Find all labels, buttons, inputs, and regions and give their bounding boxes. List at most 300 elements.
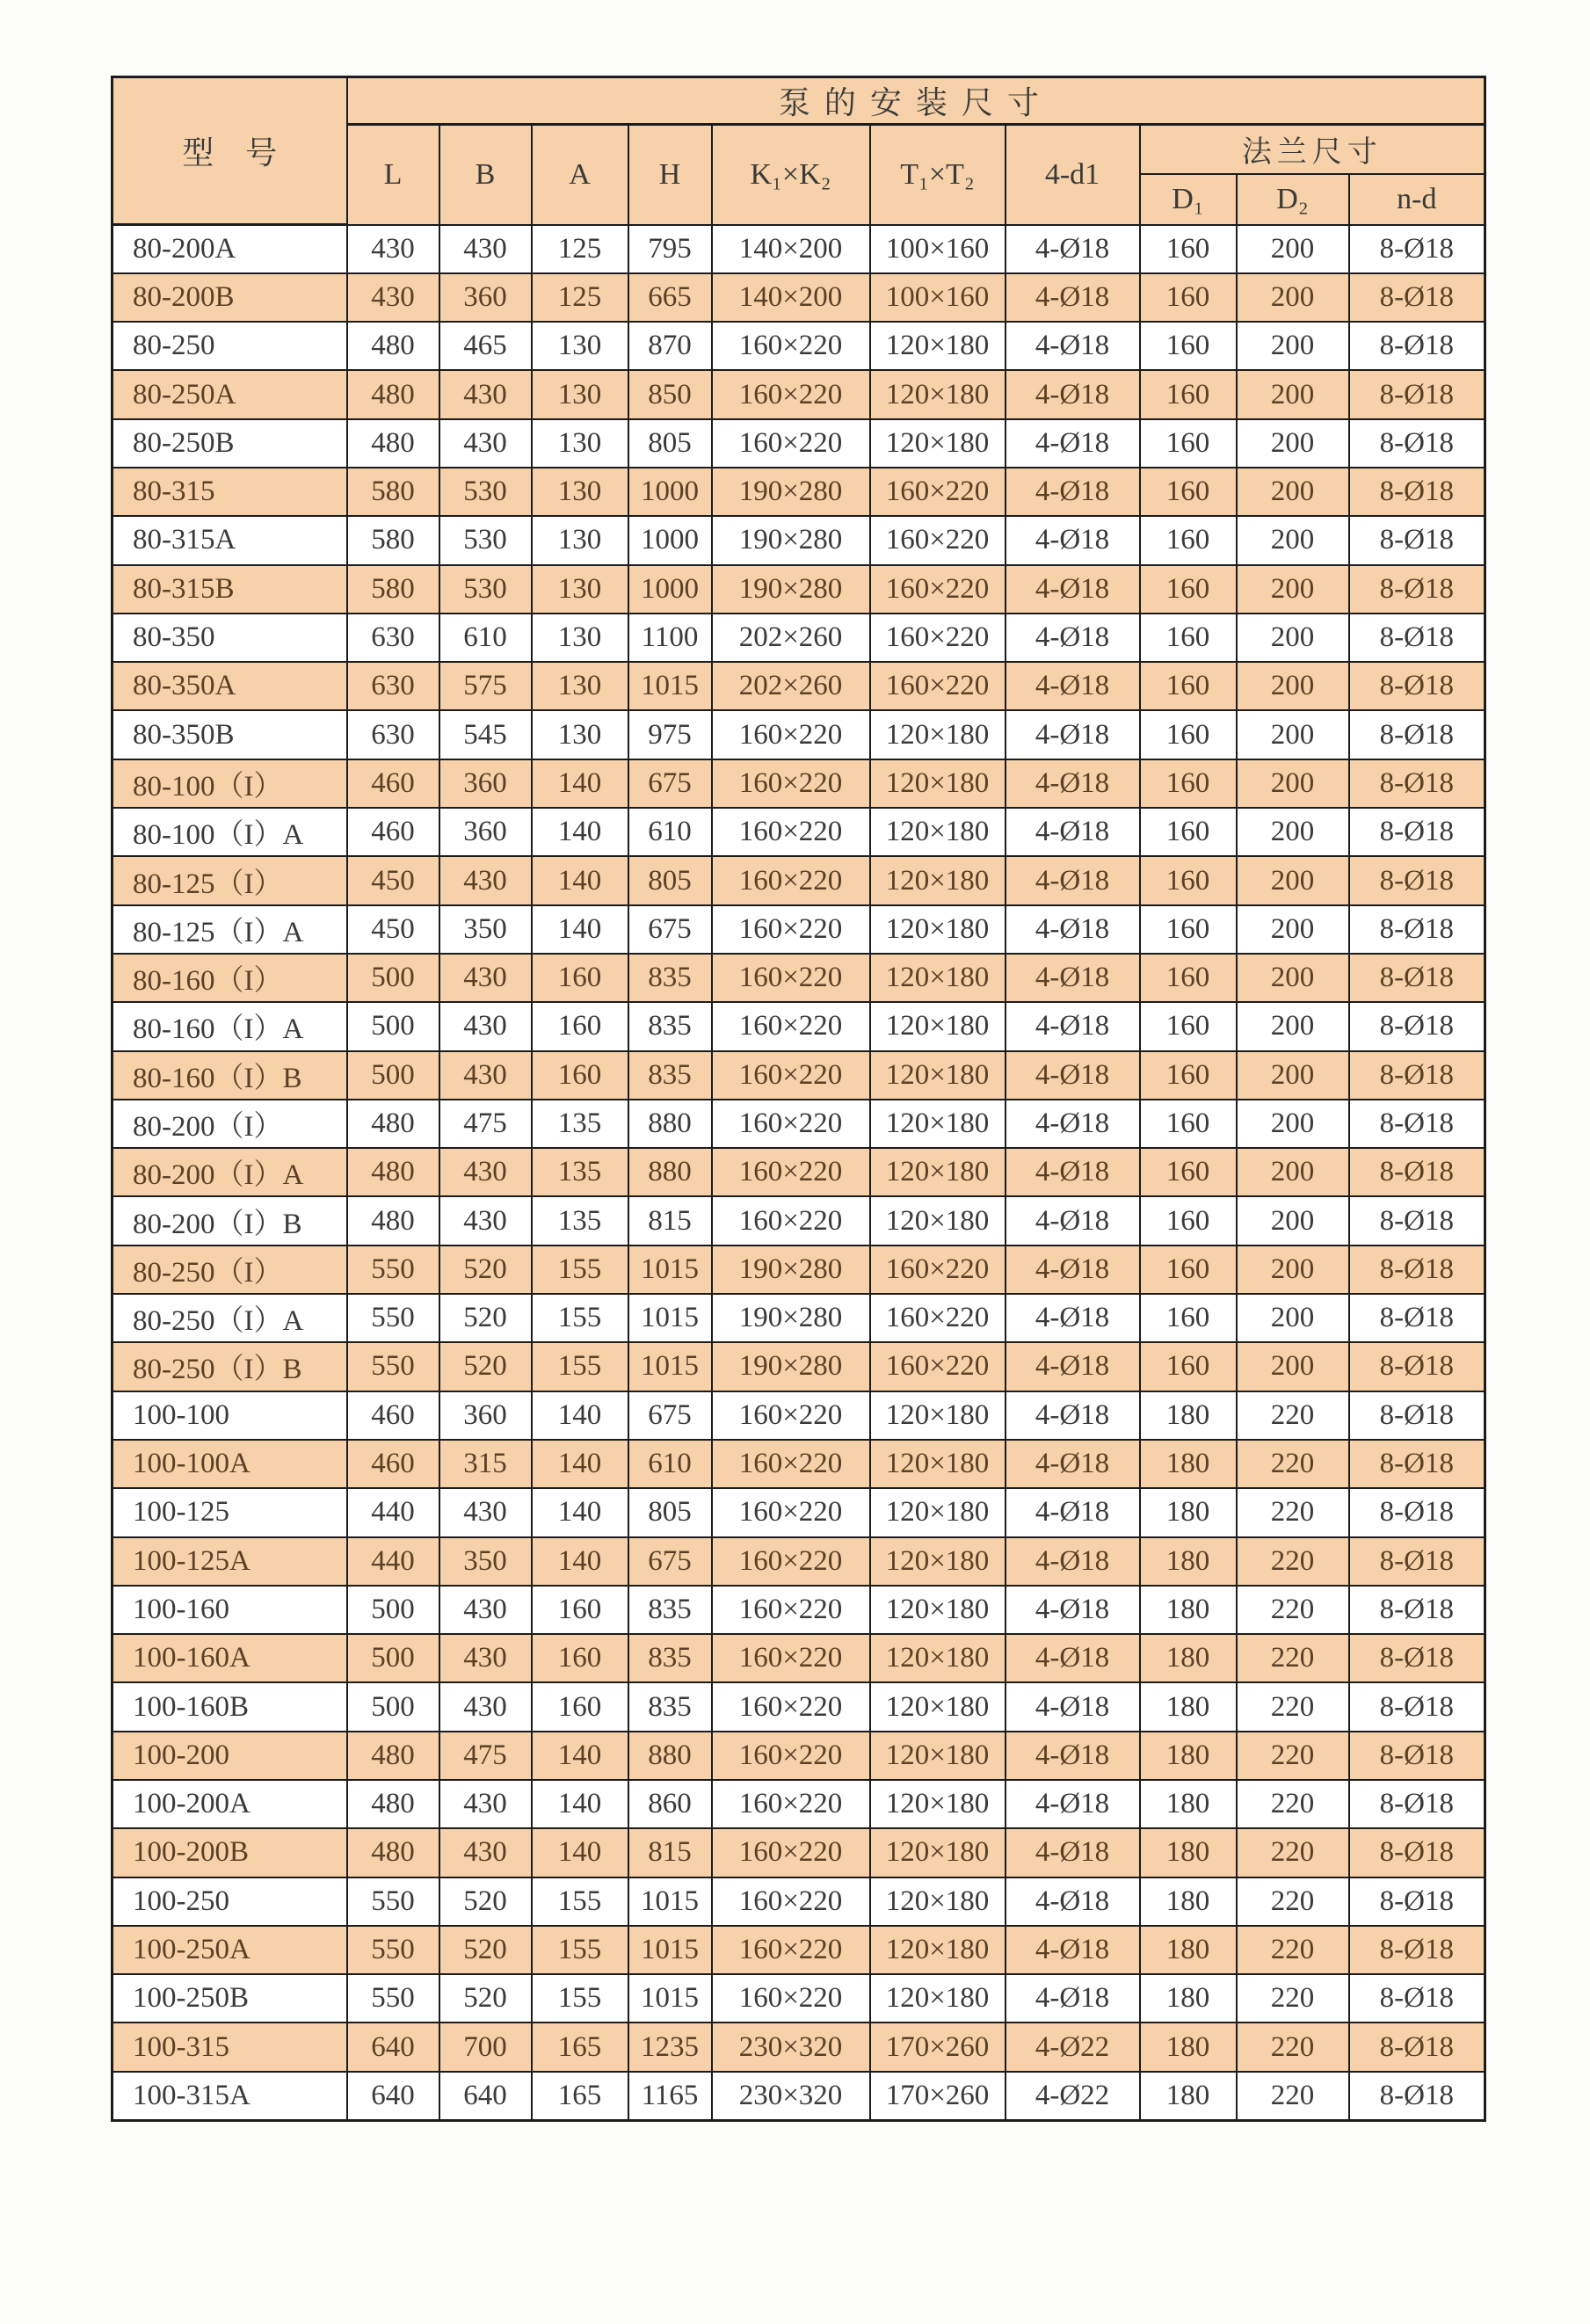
cell-D2: 220 xyxy=(1237,1586,1349,1634)
column-header-K1K2: K₁×K₂ xyxy=(712,125,870,225)
cell-nd: 8-Ø18 xyxy=(1349,808,1485,856)
table-row xyxy=(113,322,1485,370)
cell-L: 430 xyxy=(347,225,439,273)
table-row xyxy=(113,1196,1485,1245)
cell-H: 1100 xyxy=(628,614,712,662)
cell-K1K2: 160×220 xyxy=(712,954,870,1002)
cell-4d1: 4-Ø18 xyxy=(1006,419,1140,468)
cell-A: 140 xyxy=(532,1440,628,1488)
cell-H: 835 xyxy=(628,1002,712,1050)
cell-D2: 220 xyxy=(1237,1828,1349,1877)
cell-A: 140 xyxy=(532,856,628,904)
cell-model: 100-200 xyxy=(113,1732,347,1780)
cell-model: 100-100 xyxy=(113,1391,347,1440)
cell-D2: 220 xyxy=(1237,1926,1349,1974)
cell-nd: 8-Ø18 xyxy=(1349,1002,1485,1050)
cell-A: 155 xyxy=(532,1246,628,1294)
cell-L: 480 xyxy=(347,1100,439,1148)
cell-4d1: 4-Ø18 xyxy=(1006,1732,1140,1780)
cell-D2: 200 xyxy=(1237,1051,1349,1100)
cell-H: 1015 xyxy=(628,1877,712,1926)
table-row xyxy=(113,1488,1485,1536)
cell-nd: 8-Ø18 xyxy=(1349,856,1485,904)
cell-H: 610 xyxy=(628,808,712,856)
column-header-D2: D₂ xyxy=(1237,174,1349,225)
cell-K1K2: 190×280 xyxy=(712,516,870,564)
cell-4d1: 4-Ø18 xyxy=(1006,1440,1140,1488)
cell-B: 520 xyxy=(439,1342,532,1391)
cell-D1: 180 xyxy=(1140,2023,1237,2071)
cell-B: 315 xyxy=(439,1440,532,1488)
column-header-4d1: 4-d1 xyxy=(1006,125,1140,225)
cell-T1T2: 170×260 xyxy=(870,2072,1006,2120)
cell-L: 480 xyxy=(347,370,439,418)
cell-A: 135 xyxy=(532,1100,628,1148)
cell-K1K2: 190×280 xyxy=(712,468,870,516)
cell-T1T2: 160×220 xyxy=(870,614,1006,662)
cell-T1T2: 120×180 xyxy=(870,1634,1006,1682)
cell-T1T2: 120×180 xyxy=(870,954,1006,1002)
cell-K1K2: 160×220 xyxy=(712,1780,870,1828)
cell-4d1: 4-Ø18 xyxy=(1006,1488,1140,1536)
cell-K1K2: 202×260 xyxy=(712,614,870,662)
cell-H: 1000 xyxy=(628,516,712,564)
cell-L: 460 xyxy=(347,808,439,856)
cell-H: 835 xyxy=(628,1634,712,1682)
cell-D2: 220 xyxy=(1237,1682,1349,1731)
cell-L: 500 xyxy=(347,1682,439,1731)
cell-D1: 160 xyxy=(1140,614,1237,662)
cell-A: 140 xyxy=(532,759,628,808)
cell-A: 165 xyxy=(532,2072,628,2120)
cell-nd: 8-Ø18 xyxy=(1349,1586,1485,1634)
cell-nd: 8-Ø18 xyxy=(1349,905,1485,954)
cell-H: 805 xyxy=(628,856,712,904)
cell-D2: 220 xyxy=(1237,1780,1349,1828)
cell-B: 430 xyxy=(439,1002,532,1050)
cell-B: 430 xyxy=(439,1780,532,1828)
table-row xyxy=(113,2023,1485,2071)
cell-4d1: 4-Ø18 xyxy=(1006,225,1140,273)
cell-4d1: 4-Ø18 xyxy=(1006,1586,1140,1634)
cell-4d1: 4-Ø18 xyxy=(1006,1100,1140,1148)
cell-nd: 8-Ø18 xyxy=(1349,370,1485,418)
cell-nd: 8-Ø18 xyxy=(1349,1732,1485,1780)
cell-model: 80-160（I）B xyxy=(113,1051,347,1100)
table-row xyxy=(113,759,1485,808)
cell-T1T2: 120×180 xyxy=(870,419,1006,468)
cell-K1K2: 160×220 xyxy=(712,856,870,904)
cell-4d1: 4-Ø18 xyxy=(1006,1926,1140,1974)
cell-A: 155 xyxy=(532,1294,628,1342)
cell-K1K2: 230×320 xyxy=(712,2023,870,2071)
cell-A: 165 xyxy=(532,2023,628,2071)
cell-D1: 160 xyxy=(1140,1342,1237,1391)
cell-K1K2: 160×220 xyxy=(712,1974,870,2023)
cell-B: 520 xyxy=(439,1926,532,1974)
cell-B: 430 xyxy=(439,1051,532,1100)
cell-B: 610 xyxy=(439,614,532,662)
cell-K1K2: 140×200 xyxy=(712,273,870,322)
cell-H: 815 xyxy=(628,1196,712,1245)
cell-K1K2: 160×220 xyxy=(712,1051,870,1100)
cell-model: 100-250B xyxy=(113,1974,347,2023)
cell-B: 465 xyxy=(439,322,532,370)
cell-nd: 8-Ø18 xyxy=(1349,710,1485,759)
cell-D2: 200 xyxy=(1237,662,1349,710)
cell-B: 520 xyxy=(439,1877,532,1926)
cell-D1: 160 xyxy=(1140,710,1237,759)
cell-4d1: 4-Ø18 xyxy=(1006,468,1140,516)
cell-D2: 200 xyxy=(1237,1100,1349,1148)
cell-nd: 8-Ø18 xyxy=(1349,1196,1485,1245)
cell-H: 835 xyxy=(628,1586,712,1634)
cell-nd: 8-Ø18 xyxy=(1349,2023,1485,2071)
cell-D2: 200 xyxy=(1237,1246,1349,1294)
cell-nd: 8-Ø18 xyxy=(1349,2072,1485,2120)
cell-nd: 8-Ø18 xyxy=(1349,1051,1485,1100)
cell-L: 640 xyxy=(347,2072,439,2120)
cell-L: 640 xyxy=(347,2023,439,2071)
cell-nd: 8-Ø18 xyxy=(1349,419,1485,468)
cell-D1: 180 xyxy=(1140,1586,1237,1634)
cell-K1K2: 160×220 xyxy=(712,322,870,370)
cell-D2: 220 xyxy=(1237,1488,1349,1536)
cell-D1: 160 xyxy=(1140,954,1237,1002)
cell-D1: 160 xyxy=(1140,1100,1237,1148)
cell-A: 130 xyxy=(532,614,628,662)
cell-D1: 160 xyxy=(1140,759,1237,808)
cell-model: 100-160A xyxy=(113,1634,347,1682)
cell-L: 480 xyxy=(347,1196,439,1245)
cell-K1K2: 160×220 xyxy=(712,759,870,808)
cell-K1K2: 230×320 xyxy=(712,2072,870,2120)
cell-D2: 200 xyxy=(1237,856,1349,904)
cell-K1K2: 160×220 xyxy=(712,1732,870,1780)
table-row xyxy=(113,1246,1485,1294)
cell-4d1: 4-Ø18 xyxy=(1006,1391,1140,1440)
cell-K1K2: 160×220 xyxy=(712,1586,870,1634)
cell-model: 100-315 xyxy=(113,2023,347,2071)
cell-T1T2: 120×180 xyxy=(870,1148,1006,1196)
cell-D1: 160 xyxy=(1140,856,1237,904)
cell-model: 80-200（I）B xyxy=(113,1196,347,1245)
cell-K1K2: 190×280 xyxy=(712,1246,870,1294)
cell-B: 520 xyxy=(439,1974,532,2023)
cell-H: 880 xyxy=(628,1732,712,1780)
cell-4d1: 4-Ø18 xyxy=(1006,1780,1140,1828)
cell-L: 580 xyxy=(347,468,439,516)
cell-nd: 8-Ø18 xyxy=(1349,1488,1485,1536)
cell-K1K2: 160×220 xyxy=(712,1100,870,1148)
cell-D2: 220 xyxy=(1237,2023,1349,2071)
cell-T1T2: 120×180 xyxy=(870,1196,1006,1245)
cell-L: 500 xyxy=(347,1002,439,1050)
cell-L: 480 xyxy=(347,1732,439,1780)
cell-4d1: 4-Ø18 xyxy=(1006,1148,1140,1196)
cell-H: 1165 xyxy=(628,2072,712,2120)
cell-K1K2: 160×220 xyxy=(712,1440,870,1488)
cell-4d1: 4-Ø18 xyxy=(1006,1537,1140,1586)
cell-4d1: 4-Ø22 xyxy=(1006,2072,1140,2120)
cell-K1K2: 190×280 xyxy=(712,565,870,614)
cell-B: 360 xyxy=(439,273,532,322)
cell-L: 480 xyxy=(347,419,439,468)
cell-B: 430 xyxy=(439,1634,532,1682)
cell-model: 100-125A xyxy=(113,1537,347,1586)
cell-H: 675 xyxy=(628,759,712,808)
cell-4d1: 4-Ø22 xyxy=(1006,2023,1140,2071)
cell-model: 100-200B xyxy=(113,1828,347,1877)
cell-D2: 220 xyxy=(1237,1391,1349,1440)
cell-D2: 200 xyxy=(1237,516,1349,564)
cell-T1T2: 160×220 xyxy=(870,565,1006,614)
cell-A: 130 xyxy=(532,516,628,564)
cell-4d1: 4-Ø18 xyxy=(1006,565,1140,614)
cell-model: 80-250B xyxy=(113,419,347,468)
cell-D1: 160 xyxy=(1140,370,1237,418)
cell-model: 100-250 xyxy=(113,1877,347,1926)
cell-A: 140 xyxy=(532,1780,628,1828)
cell-nd: 8-Ø18 xyxy=(1349,1877,1485,1926)
cell-4d1: 4-Ø18 xyxy=(1006,1828,1140,1877)
cell-H: 815 xyxy=(628,1828,712,1877)
column-header-T1T2: T₁×T₂ xyxy=(870,125,1006,225)
cell-B: 350 xyxy=(439,905,532,954)
column-header-B: B xyxy=(439,125,532,225)
cell-A: 130 xyxy=(532,370,628,418)
cell-model: 80-250（I） xyxy=(113,1246,347,1294)
table-row xyxy=(113,1100,1485,1148)
cell-D2: 200 xyxy=(1237,565,1349,614)
cell-H: 850 xyxy=(628,370,712,418)
cell-K1K2: 160×220 xyxy=(712,905,870,954)
table-row xyxy=(113,468,1485,516)
cell-L: 450 xyxy=(347,856,439,904)
cell-K1K2: 160×220 xyxy=(712,1682,870,1731)
cell-nd: 8-Ø18 xyxy=(1349,614,1485,662)
cell-model: 80-315 xyxy=(113,468,347,516)
cell-A: 125 xyxy=(532,225,628,273)
cell-D2: 220 xyxy=(1237,1877,1349,1926)
cell-T1T2: 170×260 xyxy=(870,2023,1006,2071)
cell-L: 500 xyxy=(347,1586,439,1634)
cell-H: 805 xyxy=(628,1488,712,1536)
table-row xyxy=(113,370,1485,418)
cell-model: 80-350 xyxy=(113,614,347,662)
cell-D1: 180 xyxy=(1140,1634,1237,1682)
cell-nd: 8-Ø18 xyxy=(1349,1440,1485,1488)
cell-model: 80-200（I） xyxy=(113,1100,347,1148)
cell-model: 100-200A xyxy=(113,1780,347,1828)
cell-nd: 8-Ø18 xyxy=(1349,662,1485,710)
cell-B: 520 xyxy=(439,1246,532,1294)
cell-D2: 200 xyxy=(1237,273,1349,322)
cell-A: 130 xyxy=(532,565,628,614)
cell-B: 700 xyxy=(439,2023,532,2071)
cell-H: 1000 xyxy=(628,565,712,614)
cell-L: 430 xyxy=(347,273,439,322)
cell-4d1: 4-Ø18 xyxy=(1006,1051,1140,1100)
cell-model: 80-315A xyxy=(113,516,347,564)
cell-D1: 180 xyxy=(1140,1974,1237,2023)
cell-A: 140 xyxy=(532,1828,628,1877)
cell-L: 460 xyxy=(347,759,439,808)
cell-B: 430 xyxy=(439,419,532,468)
cell-L: 480 xyxy=(347,322,439,370)
cell-nd: 8-Ø18 xyxy=(1349,1537,1485,1586)
cell-D2: 200 xyxy=(1237,759,1349,808)
column-header-H: H xyxy=(628,125,712,225)
cell-K1K2: 140×200 xyxy=(712,225,870,273)
cell-K1K2: 190×280 xyxy=(712,1342,870,1391)
table-body xyxy=(113,225,1485,2121)
cell-H: 1015 xyxy=(628,1974,712,2023)
table-row xyxy=(113,2072,1485,2120)
cell-D1: 180 xyxy=(1140,1440,1237,1488)
cell-model: 80-100（I）A xyxy=(113,808,347,856)
cell-T1T2: 120×180 xyxy=(870,1100,1006,1148)
cell-A: 130 xyxy=(532,419,628,468)
table-row xyxy=(113,1051,1485,1100)
cell-B: 475 xyxy=(439,1100,532,1148)
cell-B: 640 xyxy=(439,2072,532,2120)
cell-nd: 8-Ø18 xyxy=(1349,1634,1485,1682)
cell-H: 975 xyxy=(628,710,712,759)
cell-A: 130 xyxy=(532,468,628,516)
cell-D2: 200 xyxy=(1237,1196,1349,1245)
cell-K1K2: 160×220 xyxy=(712,1926,870,1974)
cell-B: 430 xyxy=(439,1148,532,1196)
cell-L: 630 xyxy=(347,710,439,759)
cell-4d1: 4-Ø18 xyxy=(1006,905,1140,954)
table-row xyxy=(113,1002,1485,1050)
cell-model: 80-200B xyxy=(113,273,347,322)
cell-T1T2: 120×180 xyxy=(870,1926,1006,1974)
cell-A: 160 xyxy=(532,1682,628,1731)
cell-H: 665 xyxy=(628,273,712,322)
table-row xyxy=(113,1732,1485,1780)
cell-H: 1015 xyxy=(628,1926,712,1974)
cell-H: 835 xyxy=(628,1051,712,1100)
cell-H: 835 xyxy=(628,954,712,1002)
cell-A: 130 xyxy=(532,662,628,710)
column-header-D1: D₁ xyxy=(1140,174,1237,225)
cell-4d1: 4-Ø18 xyxy=(1006,1246,1140,1294)
group-header-install-dims: 泵的安装尺寸 xyxy=(347,77,1485,125)
cell-H: 675 xyxy=(628,1391,712,1440)
column-header-model: 型号 xyxy=(113,77,347,225)
cell-4d1: 4-Ø18 xyxy=(1006,273,1140,322)
table-row xyxy=(113,662,1485,710)
cell-D1: 160 xyxy=(1140,1002,1237,1050)
cell-H: 795 xyxy=(628,225,712,273)
cell-K1K2: 190×280 xyxy=(712,1294,870,1342)
cell-L: 630 xyxy=(347,614,439,662)
cell-D1: 180 xyxy=(1140,1926,1237,1974)
cell-nd: 8-Ø18 xyxy=(1349,1246,1485,1294)
cell-L: 440 xyxy=(347,1488,439,1536)
table-row xyxy=(113,273,1485,322)
cell-L: 500 xyxy=(347,954,439,1002)
cell-A: 140 xyxy=(532,808,628,856)
cell-D2: 220 xyxy=(1237,1440,1349,1488)
cell-B: 530 xyxy=(439,516,532,564)
cell-H: 880 xyxy=(628,1148,712,1196)
cell-A: 140 xyxy=(532,905,628,954)
cell-B: 430 xyxy=(439,856,532,904)
cell-nd: 8-Ø18 xyxy=(1349,1391,1485,1440)
cell-L: 460 xyxy=(347,1391,439,1440)
cell-model: 80-250（I）B xyxy=(113,1342,347,1391)
cell-H: 1235 xyxy=(628,2023,712,2071)
table-row xyxy=(113,1537,1485,1586)
cell-H: 880 xyxy=(628,1100,712,1148)
cell-D1: 160 xyxy=(1140,1246,1237,1294)
cell-nd: 8-Ø18 xyxy=(1349,322,1485,370)
cell-T1T2: 120×180 xyxy=(870,759,1006,808)
cell-A: 155 xyxy=(532,1877,628,1926)
cell-D1: 160 xyxy=(1140,322,1237,370)
cell-D1: 160 xyxy=(1140,419,1237,468)
cell-L: 580 xyxy=(347,565,439,614)
cell-T1T2: 120×180 xyxy=(870,1780,1006,1828)
cell-4d1: 4-Ø18 xyxy=(1006,759,1140,808)
cell-T1T2: 120×180 xyxy=(870,856,1006,904)
table-row xyxy=(113,614,1485,662)
cell-L: 480 xyxy=(347,1148,439,1196)
cell-K1K2: 160×220 xyxy=(712,1391,870,1440)
cell-T1T2: 120×180 xyxy=(870,710,1006,759)
cell-K1K2: 202×260 xyxy=(712,662,870,710)
cell-model: 80-100（I） xyxy=(113,759,347,808)
cell-T1T2: 100×160 xyxy=(870,225,1006,273)
cell-D2: 200 xyxy=(1237,1294,1349,1342)
cell-K1K2: 160×220 xyxy=(712,808,870,856)
cell-A: 140 xyxy=(532,1488,628,1536)
cell-L: 630 xyxy=(347,662,439,710)
table-header xyxy=(113,77,1485,225)
cell-L: 500 xyxy=(347,1051,439,1100)
cell-T1T2: 120×180 xyxy=(870,1586,1006,1634)
cell-A: 155 xyxy=(532,1342,628,1391)
cell-B: 530 xyxy=(439,565,532,614)
cell-model: 100-315A xyxy=(113,2072,347,2120)
cell-D1: 180 xyxy=(1140,1877,1237,1926)
cell-D2: 200 xyxy=(1237,808,1349,856)
cell-D2: 200 xyxy=(1237,1148,1349,1196)
cell-D2: 200 xyxy=(1237,370,1349,418)
cell-4d1: 4-Ø18 xyxy=(1006,1342,1140,1391)
cell-nd: 8-Ø18 xyxy=(1349,759,1485,808)
table-row xyxy=(113,710,1485,759)
cell-D1: 180 xyxy=(1140,1732,1237,1780)
cell-D1: 160 xyxy=(1140,1148,1237,1196)
cell-B: 530 xyxy=(439,468,532,516)
cell-nd: 8-Ø18 xyxy=(1349,1100,1485,1148)
cell-D1: 160 xyxy=(1140,565,1237,614)
table-row xyxy=(113,905,1485,954)
cell-H: 870 xyxy=(628,322,712,370)
cell-K1K2: 160×220 xyxy=(712,1828,870,1877)
cell-D2: 220 xyxy=(1237,1974,1349,2023)
table-row xyxy=(113,1877,1485,1926)
cell-T1T2: 120×180 xyxy=(870,1682,1006,1731)
cell-D2: 220 xyxy=(1237,1634,1349,1682)
cell-4d1: 4-Ø18 xyxy=(1006,1682,1140,1731)
cell-D1: 160 xyxy=(1140,516,1237,564)
column-header-L: L xyxy=(347,125,439,225)
